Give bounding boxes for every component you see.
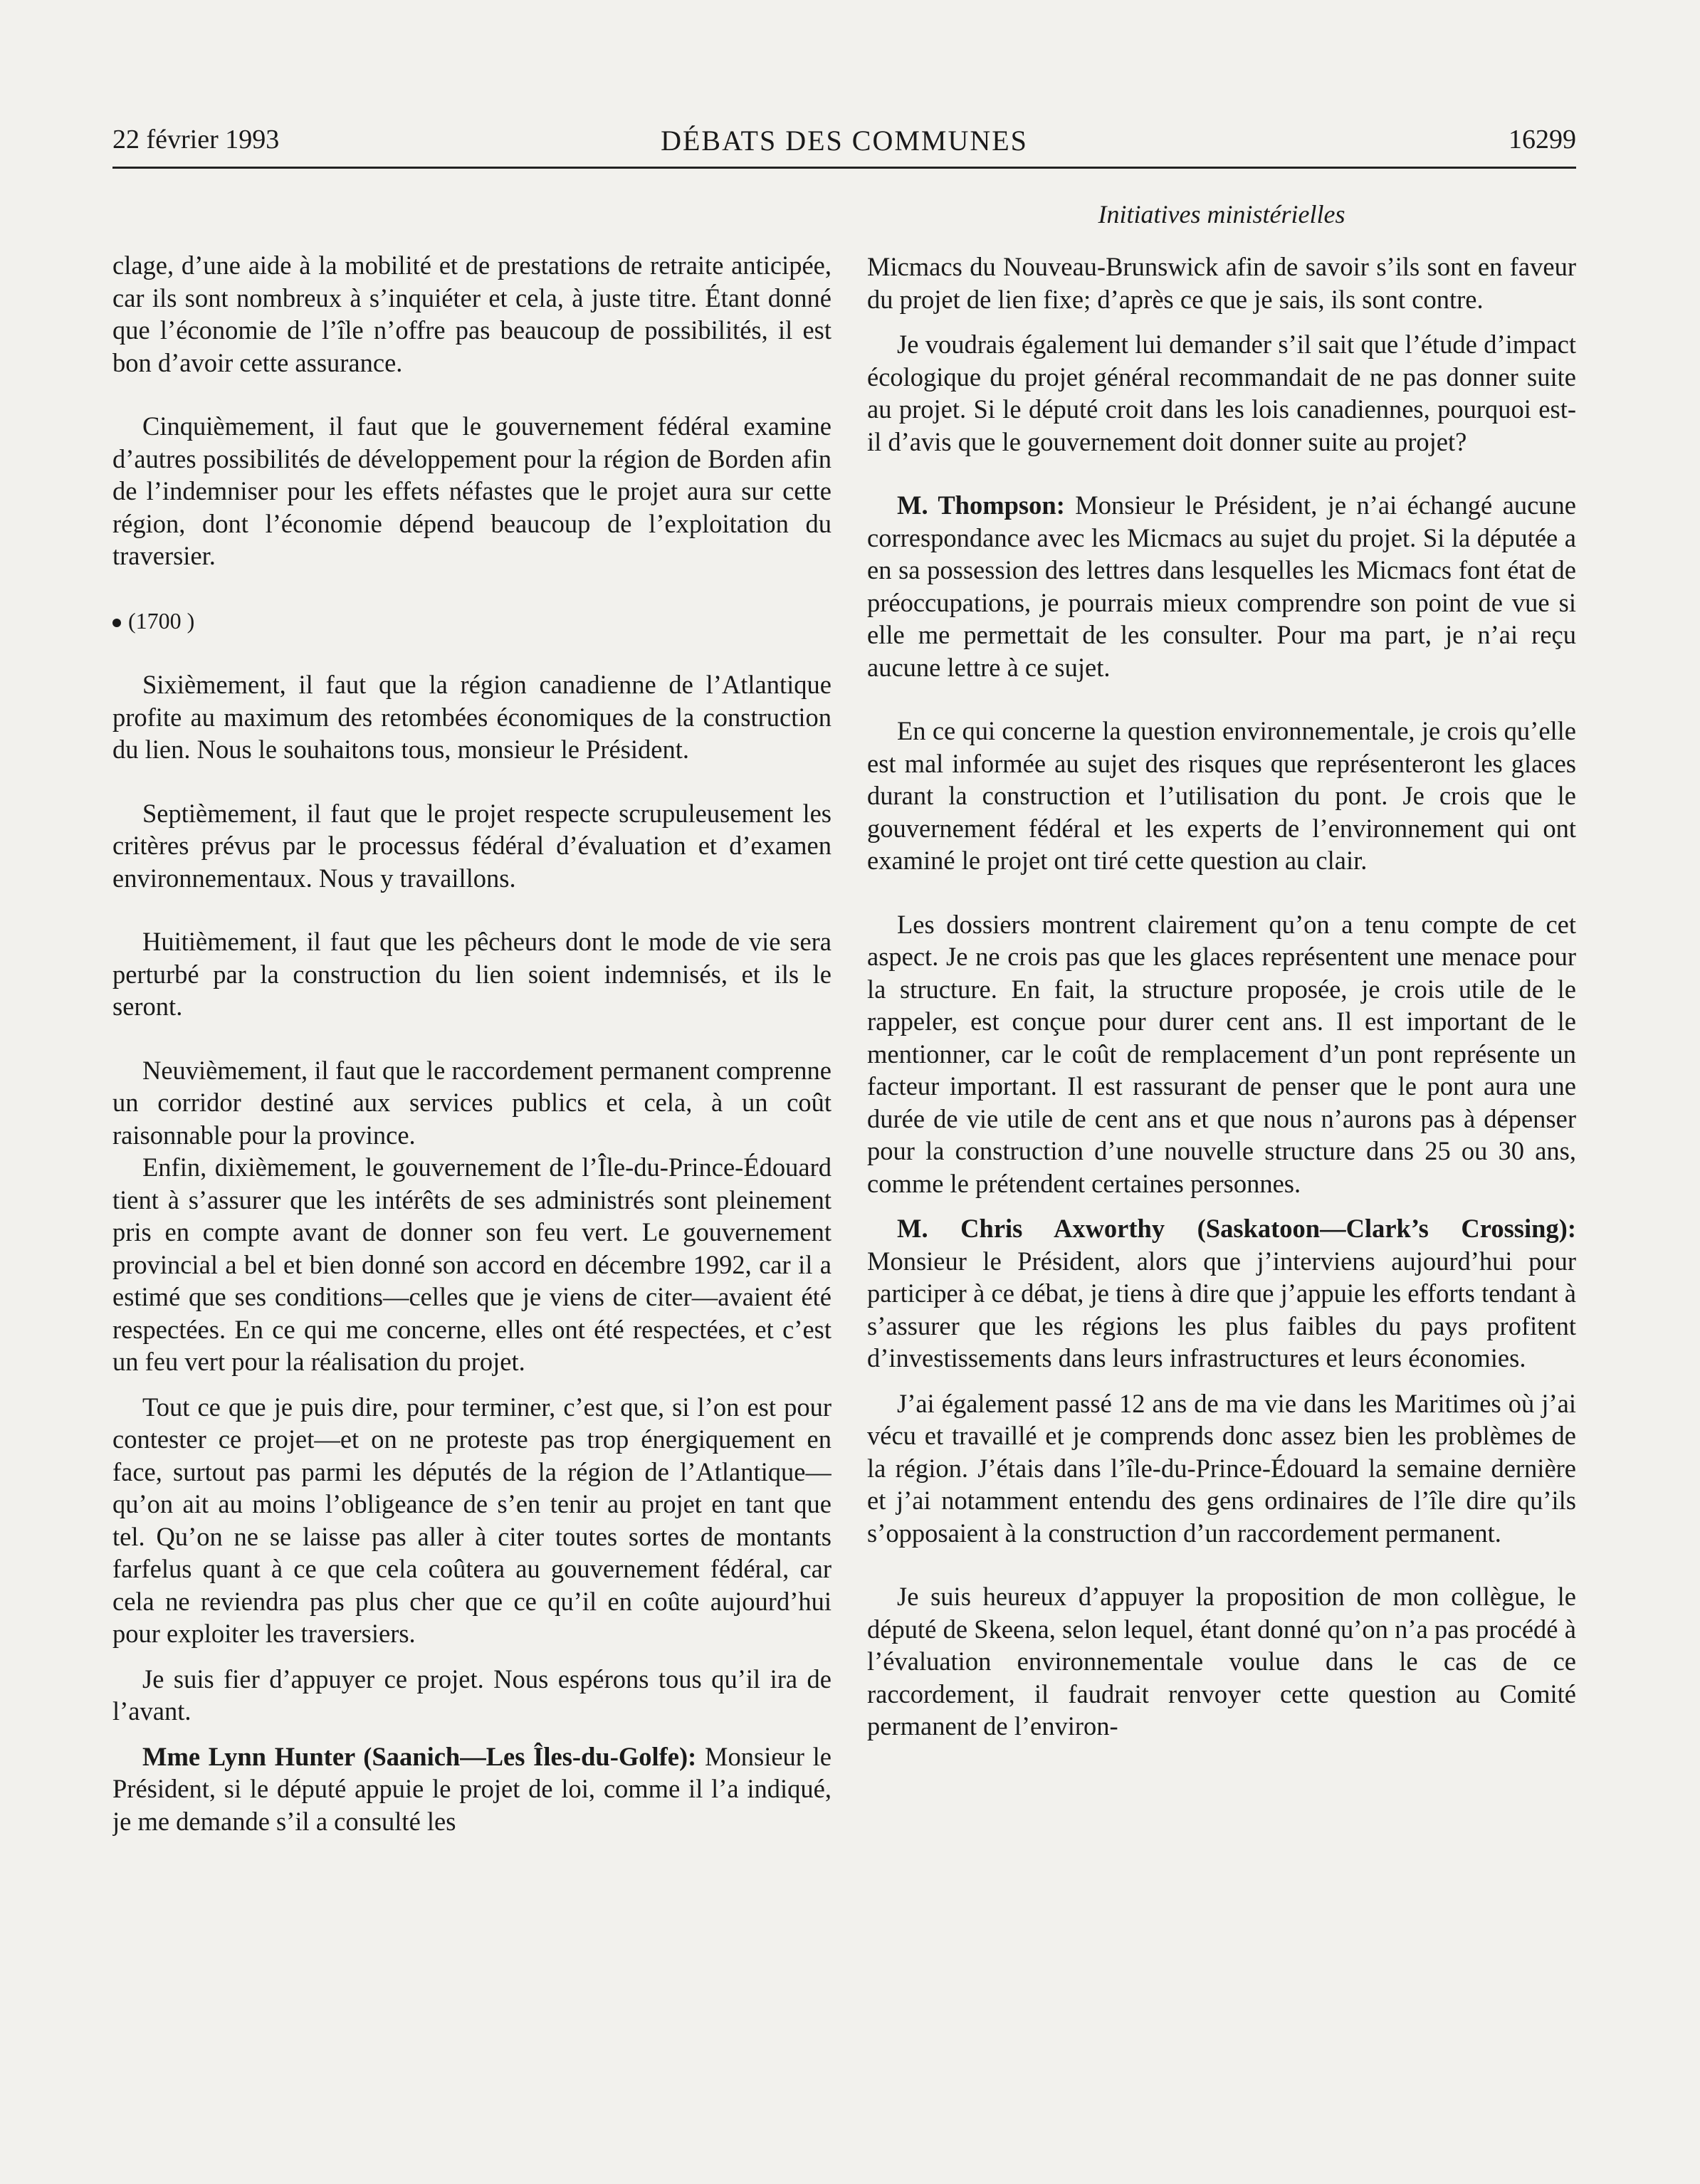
section-label: Initiatives ministérielles — [1098, 200, 1345, 229]
paragraph — [112, 1741, 831, 1838]
speech-text: Monsieur le Président, je n’ai échangé aucune correspondance avec les Micmacs au sujet du projet. Si la députée a en sa possession des lettres dans lesquelles les Micmacs font état de préoccupations, je pourrais mieux comprendre son point de vue si elle me permettait de les consulter. Pour ma part, je n’ai reçu aucune lettre à ce sujet. — [867, 490, 1576, 682]
paragraph: Tout ce que je puis dire, pour terminer, c’est que, si l’on est pour contester ce projet—et on ne proteste pas trop énergiquement en face, surtout pas parmi les députés de la région de l’Atlantique—qu’on ait au moins l’obligeance de s’en tenir au projet en tant que tel. Qu’on ne se laisse pas aller à citer toutes sortes de montants farfelus quant à ce que cela coûtera au gouvernement fédéral, car cela ne reviendra pas plus cher que ce qu’il en coûte aujourd’hui pour exploiter les traversiers. — [112, 1392, 831, 1648]
paragraph — [867, 1212, 1576, 1375]
paragraph: Enfin, dixièmement, le gouvernement de l’Île-du-Prince-Édouard tient à s’assurer que les intérêts de ses administrés sont pleinement pris en compte avant de donner son feu vert. Le gouvernement provincial a bel et bien donné son accord en décembre 1992, car il a estimé que ses conditions—celles que je viens de citer—avaient été respectées. En ce qui me concerne, elles ont été respectées, et c’est un feu vert pour la réalisation du projet. — [112, 1153, 831, 1376]
page-header — [112, 121, 1576, 169]
time-stamp-text: (1700 ) — [128, 607, 195, 634]
paragraph: Huitièmement, il faut que les pêcheurs dont le mode de vie sera perturbé par la construction du lien soient indemnisés, et ils le seront. — [112, 927, 831, 1021]
paragraph: Je voudrais également lui demander s’il sait que l’étude d’impact écologique du projet général recommandait de ne pas donner suite au projet. Si le député croit dans les lois canadiennes, pourquoi est-il d’avis que le gouvernement doit donner suite au projet? — [867, 330, 1576, 456]
speaker-name: M. Thompson: — [897, 490, 1065, 520]
header-page-number: 16299 — [1509, 125, 1576, 154]
paragraph: Les dossiers montrent clairement qu’on a tenu compte de cet aspect. Je ne crois pas que les glaces représentent une menace pour la structure. En fait, la structure proposée, je crois utile de le rappeler, est conçue pour durer cent ans. Il est important de le mentionner, car le coût de remplacement d’un pont représente un facteur important. Il est rassurant de penser que le pont aura une durée de vie utile de cent ans et que nous n’aurons pas à dépenser pour la construction d’une nouvelle structure dans 25 ou 30 ans, comme le prétendent certaines personnes. — [867, 909, 1576, 1198]
paragraph: Neuvièmement, il faut que le raccordement permanent comprenne un corridor destiné aux services publics et cela, à un coût raisonnable pour la province. — [112, 1055, 831, 1150]
paragraph: Cinquièmement, il faut que le gouvernement fédéral examine d’autres possibilités de développement pour la région de Borden afin de l’indemniser pour les effets néfastes que le projet aura sur cette région, dont l’économie dépend beaucoup de l’exploitation du traversier. — [112, 411, 831, 570]
time-stamp — [112, 605, 831, 638]
paragraph: clage, d’une aide à la mobilité et de prestations de retraite anticipée, car ils sont nombreux à s’inquiéter et cela, à juste titre. Étant donné que l’économie de l’île n’offre pas beaucoup de possibilités, il est bon d’avoir cette assurance. — [112, 251, 831, 377]
speaker-name: M. Chris Axworthy (Saskatoon—Clark’s Crossing): — [897, 1214, 1576, 1243]
paragraph: Je suis heureux d’appuyer la proposition de mon collègue, le député de Skeena, selon lequel, étant donné qu’on n’a pas procédé à l’évaluation environnementale voulue dans le cas de ce raccordement, il faudrait renvoyer cette question au Comité permanent de l’environ- — [867, 1582, 1576, 1741]
paragraph: En ce qui concerne la question environnementale, je crois qu’elle est mal informée au sujet des risques que représenteront les glaces durant la construction et l’utilisation du pont. Je crois que le gouvernement fédéral et les experts de l’environnement qui ont examiné le projet ont tiré cette question au clair. — [867, 716, 1576, 875]
right-column — [867, 251, 1576, 2158]
paragraph: Je suis fier d’appuyer ce projet. Nous espérons tous qu’il ira de l’avant. — [112, 1664, 831, 1726]
paragraph: Septièmement, il faut que le projet respecte scrupuleusement les critères prévus par le processus fédéral d’évaluation et d’examen environnementaux. Nous y travaillons. — [112, 798, 831, 893]
bullet-icon — [112, 619, 121, 627]
paragraph: Micmacs du Nouveau-Brunswick afin de savoir s’ils sont en faveur du projet de lien fixe; d’après ce que je sais, ils sont contre. — [867, 252, 1576, 314]
left-column — [112, 249, 831, 2157]
paragraph — [867, 489, 1576, 683]
speech-text: Monsieur le Président, si le député appuie le projet de loi, comme il l’a indiqué, je me demande s’il a consulté les — [112, 1741, 831, 1836]
speech-text: Monsieur le Président, alors que j’interviens aujourd’hui pour participer à ce débat, je tiens à dire que j’appuie les efforts tendant à s’assurer que les régions les plus faibles du pays profitent d’investissements dans leurs infrastructures et leurs économies. — [867, 1246, 1576, 1372]
paragraph: J’ai également passé 12 ans de ma vie dans les Maritimes où j’ai vécu et travaillé et je comprends donc assez bien les problèmes de la région. J’étais dans l’île-du-Prince-Édouard la semaine dernière et j’ai notamment entendu des gens ordinaires de l’île dire qu’ils s’opposaient à la construction d’un raccordement permanent. — [867, 1388, 1576, 1548]
paragraph: Sixièmement, il faut que la région canadienne de l’Atlantique profite au maximum des retombées économiques de la construction du lien. Nous le souhaitons tous, monsieur le Président. — [112, 670, 831, 764]
header-date: 22 février 1993 — [112, 125, 280, 154]
header-title: DÉBATS DES COMMUNES — [661, 125, 1028, 157]
speaker-name: Mme Lynn Hunter (Saanich—Les Îles-du-Golfe): — [142, 1741, 697, 1771]
